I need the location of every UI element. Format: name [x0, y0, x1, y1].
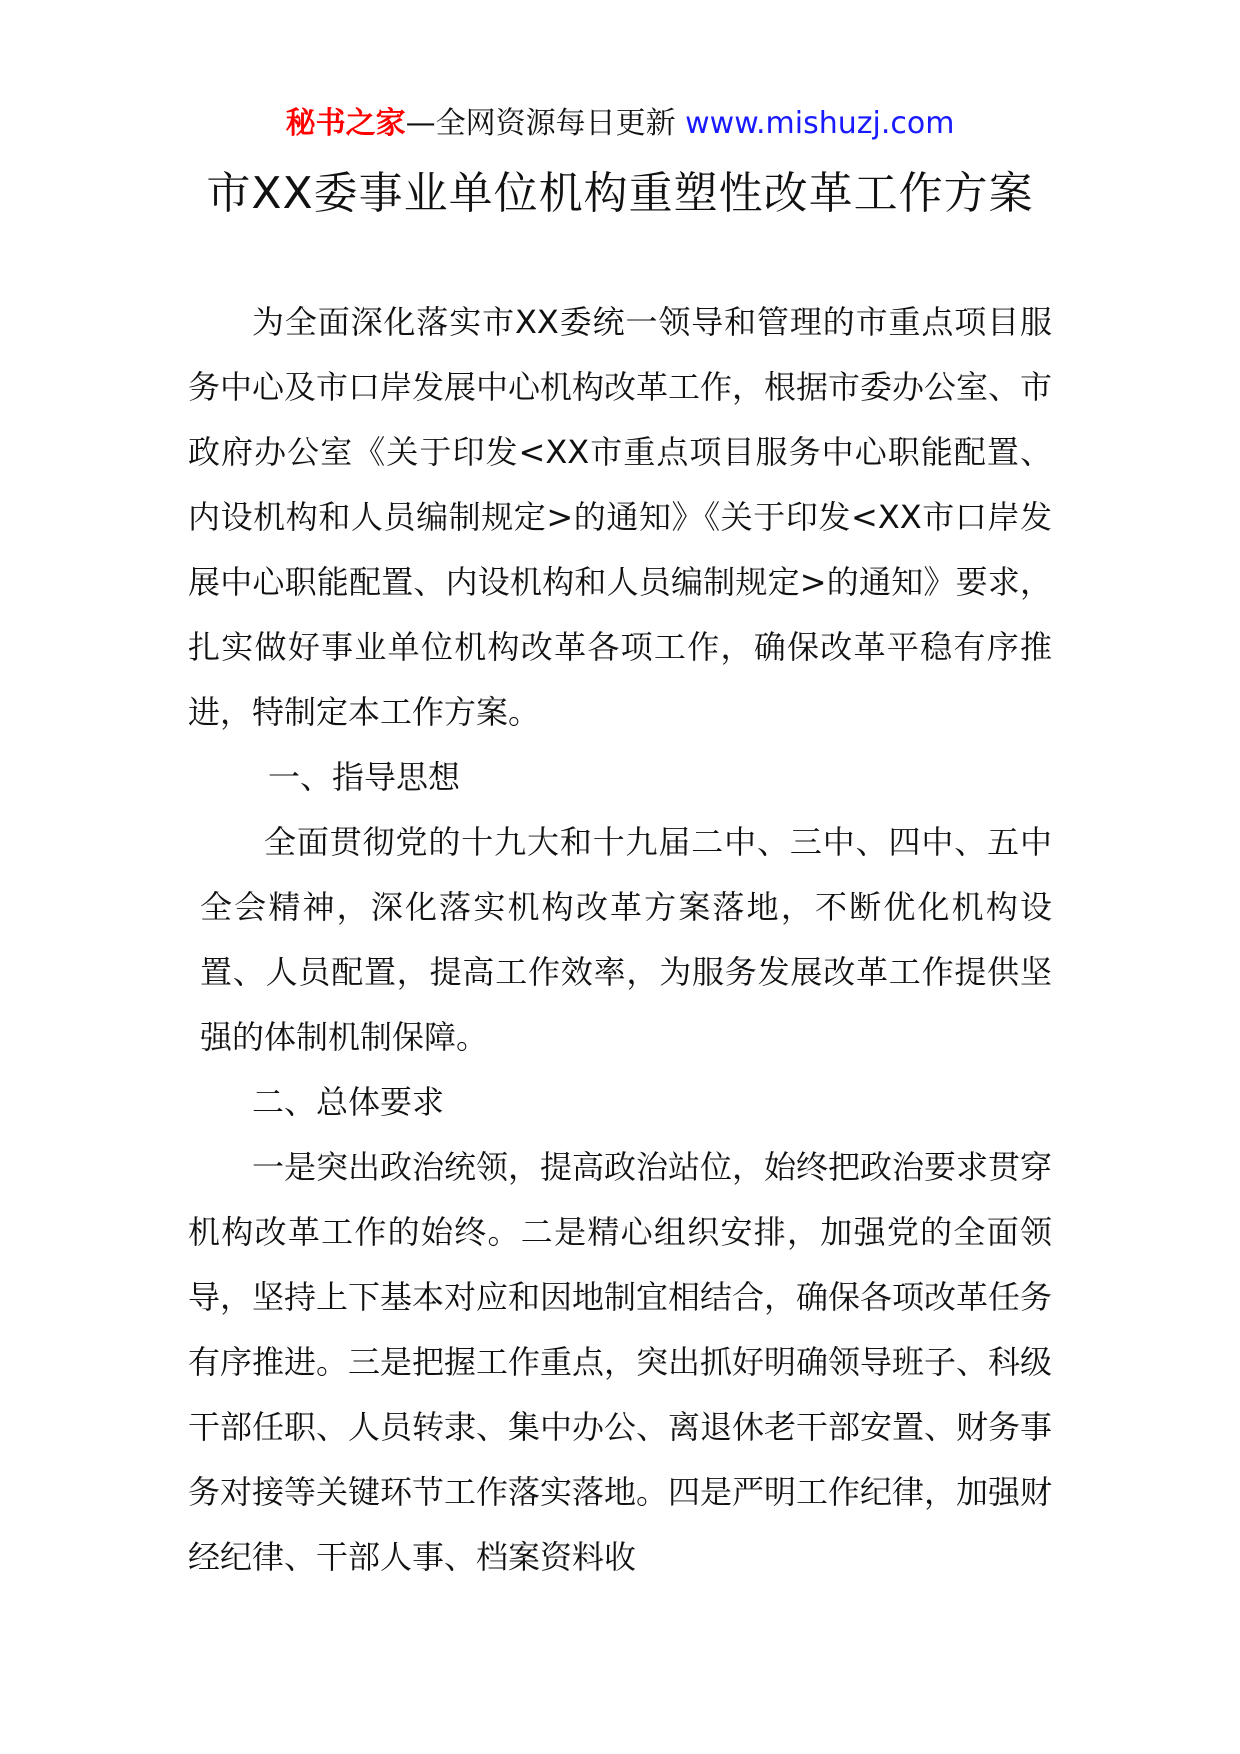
- site-url-link[interactable]: www.mishuzj.com: [685, 106, 955, 141]
- brand-name: 秘书之家: [285, 106, 406, 141]
- site-header: [0, 100, 1240, 148]
- guiding-thought-paragraph: 全面贯彻党的十九大和十九届二中、三中、四中、五中全会精神，深化落实机构改革方案落地，不断优化机构设置、人员配置，提高工作效率，为服务发展改革工作提供坚强的体制机制保障。: [200, 823, 1052, 1056]
- header-slogan: —全网资源每日更新: [405, 106, 676, 141]
- section-heading-guiding-thought: 一、指导思想: [268, 758, 461, 796]
- general-requirements-paragraph: 一是突出政治统领，提高政治站位，始终把政治要求贯穿机构改革工作的始终。二是精心组织安排，加强党的全面领导，坚持上下基本对应和因地制宜相结合，确保各项改革任务有序推进。三是把握工作重点，突出抓好明确领导班子、科级干部任职、人员转隶、集中办公、离退休老干部安置、财务事务对接等关键环节工作落实落地。四是严明工作纪律，加强财经纪律、干部人事、档案资料收: [188, 1148, 1053, 1576]
- document-body: [188, 290, 1052, 1590]
- document-title: 市XX委事业单位机构重塑性改革工作方案: [206, 168, 1034, 219]
- section-heading-general-requirements: 二、总体要求: [252, 1083, 445, 1121]
- intro-paragraph: 为全面深化落实市XX委统一领导和管理的市重点项目服务中心及市口岸发展中心机构改革工作，根据市委办公室、市政府办公室《关于印发<XX市重点项目服务中心职能配置、内设机构和人员编制规定>的通知》《关于印发<XX市口岸发展中心职能配置、内设机构和人员编制规定>的通知》要求，扎实做好事业单位机构改革各项工作，确保改革平稳有序推进，特制定本工作方案。: [188, 303, 1053, 731]
